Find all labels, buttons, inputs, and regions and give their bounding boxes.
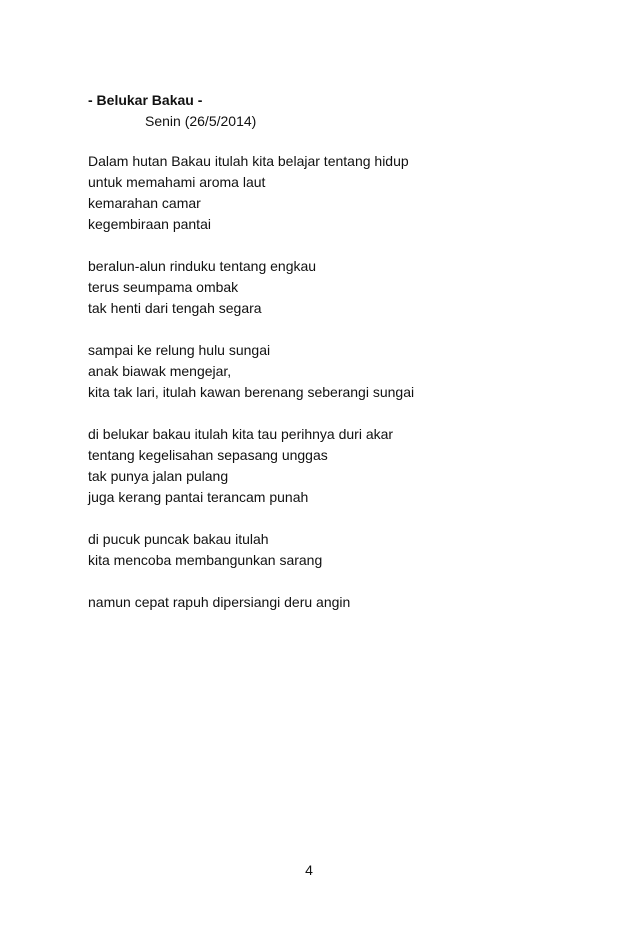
stanza-1 [88, 151, 558, 235]
page-number: 4 [305, 862, 313, 878]
stanza-4 [88, 424, 558, 508]
poem-title: - Belukar Bakau - [88, 92, 203, 108]
poem-line: tak henti dari tengah segara [88, 300, 262, 316]
stanza-5 [88, 529, 558, 571]
poem-line: sampai ke relung hulu sungai [88, 342, 271, 358]
poem-line: di pucuk puncak bakau itulah [88, 531, 269, 547]
poem-line: tentang kegelisahan sepasang unggas [88, 447, 328, 463]
stanza-6 [88, 592, 558, 613]
poem-line: anak biawak mengejar, [88, 363, 232, 379]
poem-line: kita mencoba membangunkan sarang [88, 552, 323, 568]
poem-date: Senin (26/5/2014) [145, 113, 257, 129]
poem-line: kemarahan camar [88, 195, 201, 211]
poem-line: di belukar bakau itulah kita tau perihnya duri akar [88, 426, 394, 442]
poem-line: Dalam hutan Bakau itulah kita belajar tentang hidup [88, 153, 409, 169]
poem-body [88, 151, 558, 634]
stanza-3 [88, 340, 558, 403]
poem-line: kegembiraan pantai [88, 216, 211, 232]
poem-line: tak punya jalan pulang [88, 468, 229, 484]
stanza-2 [88, 256, 558, 319]
poem-line: untuk memahami aroma laut [88, 174, 266, 190]
poem-line: terus seumpama ombak [88, 279, 239, 295]
poem-line: beralun-alun rinduku tentang engkau [88, 258, 317, 274]
poem-line: namun cepat rapuh dipersiangi deru angin [88, 594, 351, 610]
poem-line: juga kerang pantai terancam punah [88, 489, 309, 505]
poem-line: kita tak lari, itulah kawan berenang seberangi sungai [88, 384, 415, 400]
